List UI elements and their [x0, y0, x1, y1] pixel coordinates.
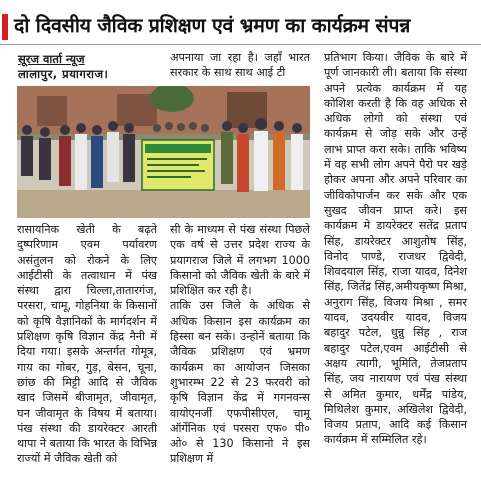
headline: दो दिवसीय जैविक प्रशिक्षण एवं भ्रमण का कार्यक्रम संपन्न — [14, 14, 411, 37]
column-2-paragraph-1: सी के माध्यम से पंख संस्था पिछले एक वर्ष से उत्तर प्रदेश राज्य के प्रयागराज जिले में लगभग 1000 किसानो को जैविक खेती के बारे में प्रशिक्षित कर रही है। — [170, 223, 310, 298]
article-column-2-bottom — [170, 222, 310, 467]
headline-accent-bar — [2, 14, 8, 40]
article-column-3 — [324, 50, 467, 448]
byline-dateline: लालापुर, प्रयागराज। — [18, 67, 109, 81]
column-2-paragraph-2: ताकि उस जिले के अधिक से अधिक किसान इस कार्यक्रम का हिस्सा बन सके। उन्होनें बताया कि जैविक प्रशिक्षण एवं भ्रमण कार्यक्रम का आयोजन जिसका शुभारम्भ 22 से 23 फरवरी को कृषि विज्ञान केंद्र में गगनवन्स वायोएनर्जी एफपीसीएल, चामू ऑर्गेनिक एवं परसरा एफ० पी० ओ० से 130 किसानो ने इस प्रशिक्षण में — [170, 299, 310, 466]
article-photo — [17, 86, 310, 218]
headline-bar — [0, 0, 481, 44]
byline-source: सूरज वार्ता न्यूज — [18, 52, 85, 66]
column-3-paragraph: प्रतिभाग किया। जैविक के बारे में पूर्ण जानकारी ली। बताया कि संस्था अपने प्रत्येक कार्यक्रम में यह कोशिश करती है कि वह अधिक से अधिक लोगो को संस्था एवं कार्यक्रम से जोड़ सके और उन्हें लाभ प्राप्त करा सके। ताकि भविष्य में वह सभी लोग अपने पैरो पर खड़े होकर अपना और अपने परिवार का जीविकोपार्जन कर सके और एक सुखद जीवन प्राप्त करे। इस कार्यक्रम मे डायरेक्टर सतेंद्र प्रताप सिंह, डायरेक्टर आशुतोष सिंह, विनोद पाण्डे, राजधर द्विवेदी, शिवदयाल सिंह, राजा यादव, दिनेश सिंह, जितेंद्र सिंह,अमीयकृष्ण मिश्रा, अनुराग सिंह, विजय मिश्रा , समर यादव, उदयवीर यादव, विजय बहादुर पटेल, धुन्नु सिंह , राज बहादुर पटेल,एवम आईटीसी से अक्षय त्यागी, भूमिति, तेजप्रताप सिंह, जय नारायण एवं पंख संस्था से अमित कुमार, धर्मेंद्र पांडेय, मिथिलेश कुमार, अखिलेश द्विवेदी, विजय प्रताप, आदि कई किसान कार्यक्रम में सम्मिलित रहे। — [324, 51, 467, 447]
article-column-2-top — [170, 50, 310, 81]
headline-rule — [0, 44, 481, 45]
article-column-1 — [17, 222, 157, 467]
byline — [18, 52, 108, 82]
column-2-top-text: अपनाया जा रहा है। जहाँ भारत सरकार के साथ साथ आई टी — [170, 51, 310, 80]
group-photo-image — [17, 86, 310, 218]
column-1-paragraph: रासायनिक खेती के बढ़ते दुष्परिणाम एवम पर्यावरण असंतुलन को रोकने के लिए आईटीसी के तत्वाधान में पंख संस्था द्वारा चिल्ला,तातारगंज, परसरा, चामू, गोहनिया के किसानों को कृषि वैज्ञानिकों के मार्गदर्शन में प्रशिक्षण कृषि विज्ञान केंद्र नैनी में दिया गया। इसके अन्तर्गत गोमूत्र, गाय का गोबर, गुड़, बेसन, चूना, छांछ की मिट्टी आदि से जैविक खाद जिसमें बीजामृत, जीवामृत, घन जीवामृत के विषय में बताया। पंख संस्था की डायरेक्टर आरती थापा ने बताया कि भारत के विभिन्न राज्यों में जैविक खेती को — [17, 223, 157, 466]
